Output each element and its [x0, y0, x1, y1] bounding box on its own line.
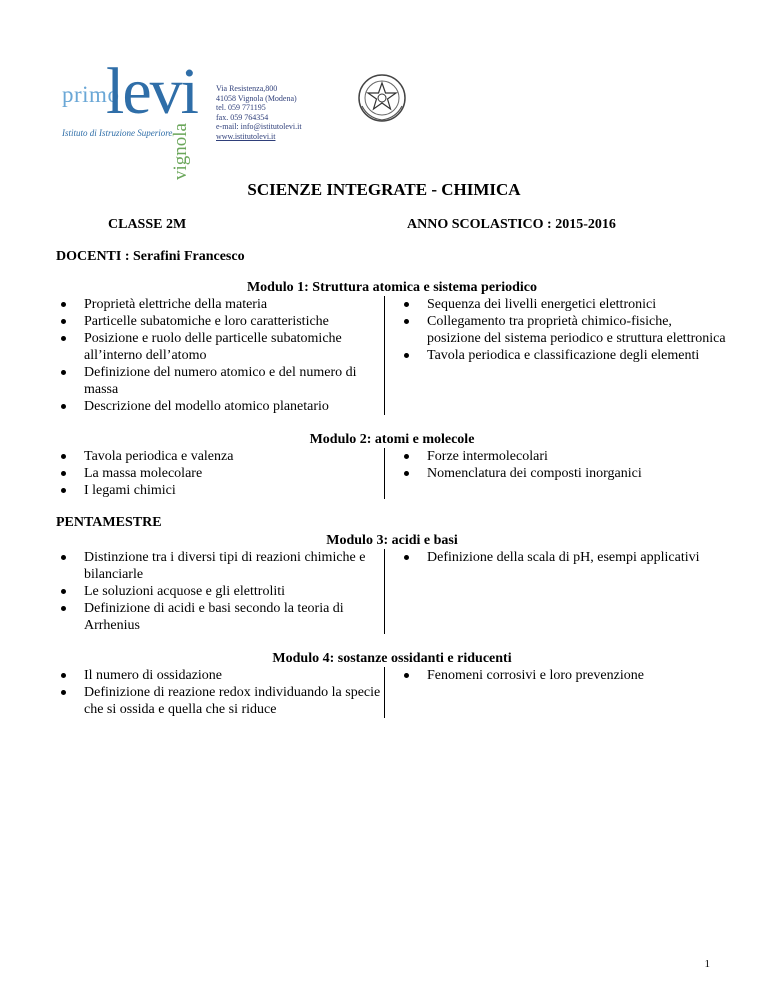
module-title: Modulo 4: sostanze ossidanti e riducenti: [272, 651, 512, 666]
module-left-list: [56, 448, 385, 499]
list-item: Definizione di reazione redox individuando la specie che si ossida e quella che si riduce: [56, 684, 384, 718]
module-4: [56, 650, 728, 718]
contact-fax: fax. 059 764354: [216, 112, 269, 122]
list-item: Definizione della scala di pH, esempi applicativi: [399, 549, 728, 566]
list-item: Particelle subatomiche e loro caratteristiche: [56, 313, 384, 330]
logo-istituto: Istituto di Istruzione Superiore: [62, 128, 173, 138]
school-logo: [62, 55, 212, 180]
list-item: Sequenza dei livelli energetici elettronici: [399, 296, 728, 313]
module-right-list: [385, 549, 728, 634]
module-1: [56, 279, 728, 415]
contact-block: [216, 84, 302, 142]
module-title: Modulo 3: acidi e basi: [326, 533, 458, 548]
list-item: Descrizione del modello atomico planetario: [56, 398, 384, 415]
contact-email[interactable]: e-mail: info@istitutolevi.it: [216, 122, 302, 132]
module-right-list: [385, 448, 728, 499]
page-title: SCIENZE INTEGRATE - CHIMICA: [247, 180, 521, 199]
contact-website-link[interactable]: www.istitutolevi.it: [216, 131, 276, 141]
module-right-list: [385, 296, 728, 415]
list-item: I legami chimici: [56, 482, 384, 499]
list-item: Posizione e ruolo delle particelle subatomiche all’interno dell’atomo: [56, 330, 384, 364]
list-item: Le soluzioni acquose e gli elettroliti: [56, 583, 384, 600]
list-item: La massa molecolare: [56, 465, 384, 482]
contact-city: 41058 Vignola (Modena): [216, 93, 297, 103]
list-item: Definizione del numero atomico e del numero di massa: [56, 364, 384, 398]
module-3: [56, 532, 728, 634]
docenti-label: DOCENTI : Serafini Francesco: [56, 249, 245, 264]
list-item: Definizione di acidi e basi secondo la teoria di Arrhenius: [56, 600, 384, 634]
module-left-list: [56, 549, 385, 634]
module-right-list: [385, 667, 728, 718]
italian-republic-emblem-icon: [356, 72, 408, 124]
list-item: Il numero di ossidazione: [56, 667, 384, 684]
logo-vignola: vignola: [170, 123, 191, 180]
contact-tel: tel. 059 771195: [216, 103, 266, 113]
list-item: Tavola periodica e classificazione degli elementi: [399, 347, 728, 364]
list-item: Fenomeni corrosivi e loro prevenzione: [399, 667, 728, 684]
list-item: Tavola periodica e valenza: [56, 448, 384, 465]
logo-levi: levi: [106, 55, 197, 128]
list-item: Collegamento tra proprietà chimico-fisiche, posizione del sistema periodico e struttura elettronica: [399, 313, 728, 347]
module-title: Modulo 1: Struttura atomica e sistema periodico: [246, 280, 538, 295]
list-item: Nomenclatura dei composti inorganici: [399, 465, 728, 482]
classe-label: CLASSE 2M: [108, 217, 187, 232]
anno-scolastico-label: ANNO SCOLASTICO : 2015-2016: [407, 217, 616, 232]
module-2: [56, 431, 728, 499]
pentamestre-heading: PENTAMESTRE: [56, 515, 162, 530]
module-title: Modulo 2: atomi e molecole: [309, 432, 475, 447]
contact-address: Via Resistenza,800: [216, 84, 278, 93]
module-left-list: [56, 296, 385, 415]
list-item: Proprietà elettriche della materia: [56, 296, 384, 313]
module-left-list: [56, 667, 385, 718]
page-number: 1: [704, 958, 710, 970]
list-item: Distinzione tra i diversi tipi di reazioni chimiche e bilanciarle: [56, 549, 384, 583]
logo-primo: primo: [62, 82, 120, 107]
list-item: Forze intermolecolari: [399, 448, 728, 465]
